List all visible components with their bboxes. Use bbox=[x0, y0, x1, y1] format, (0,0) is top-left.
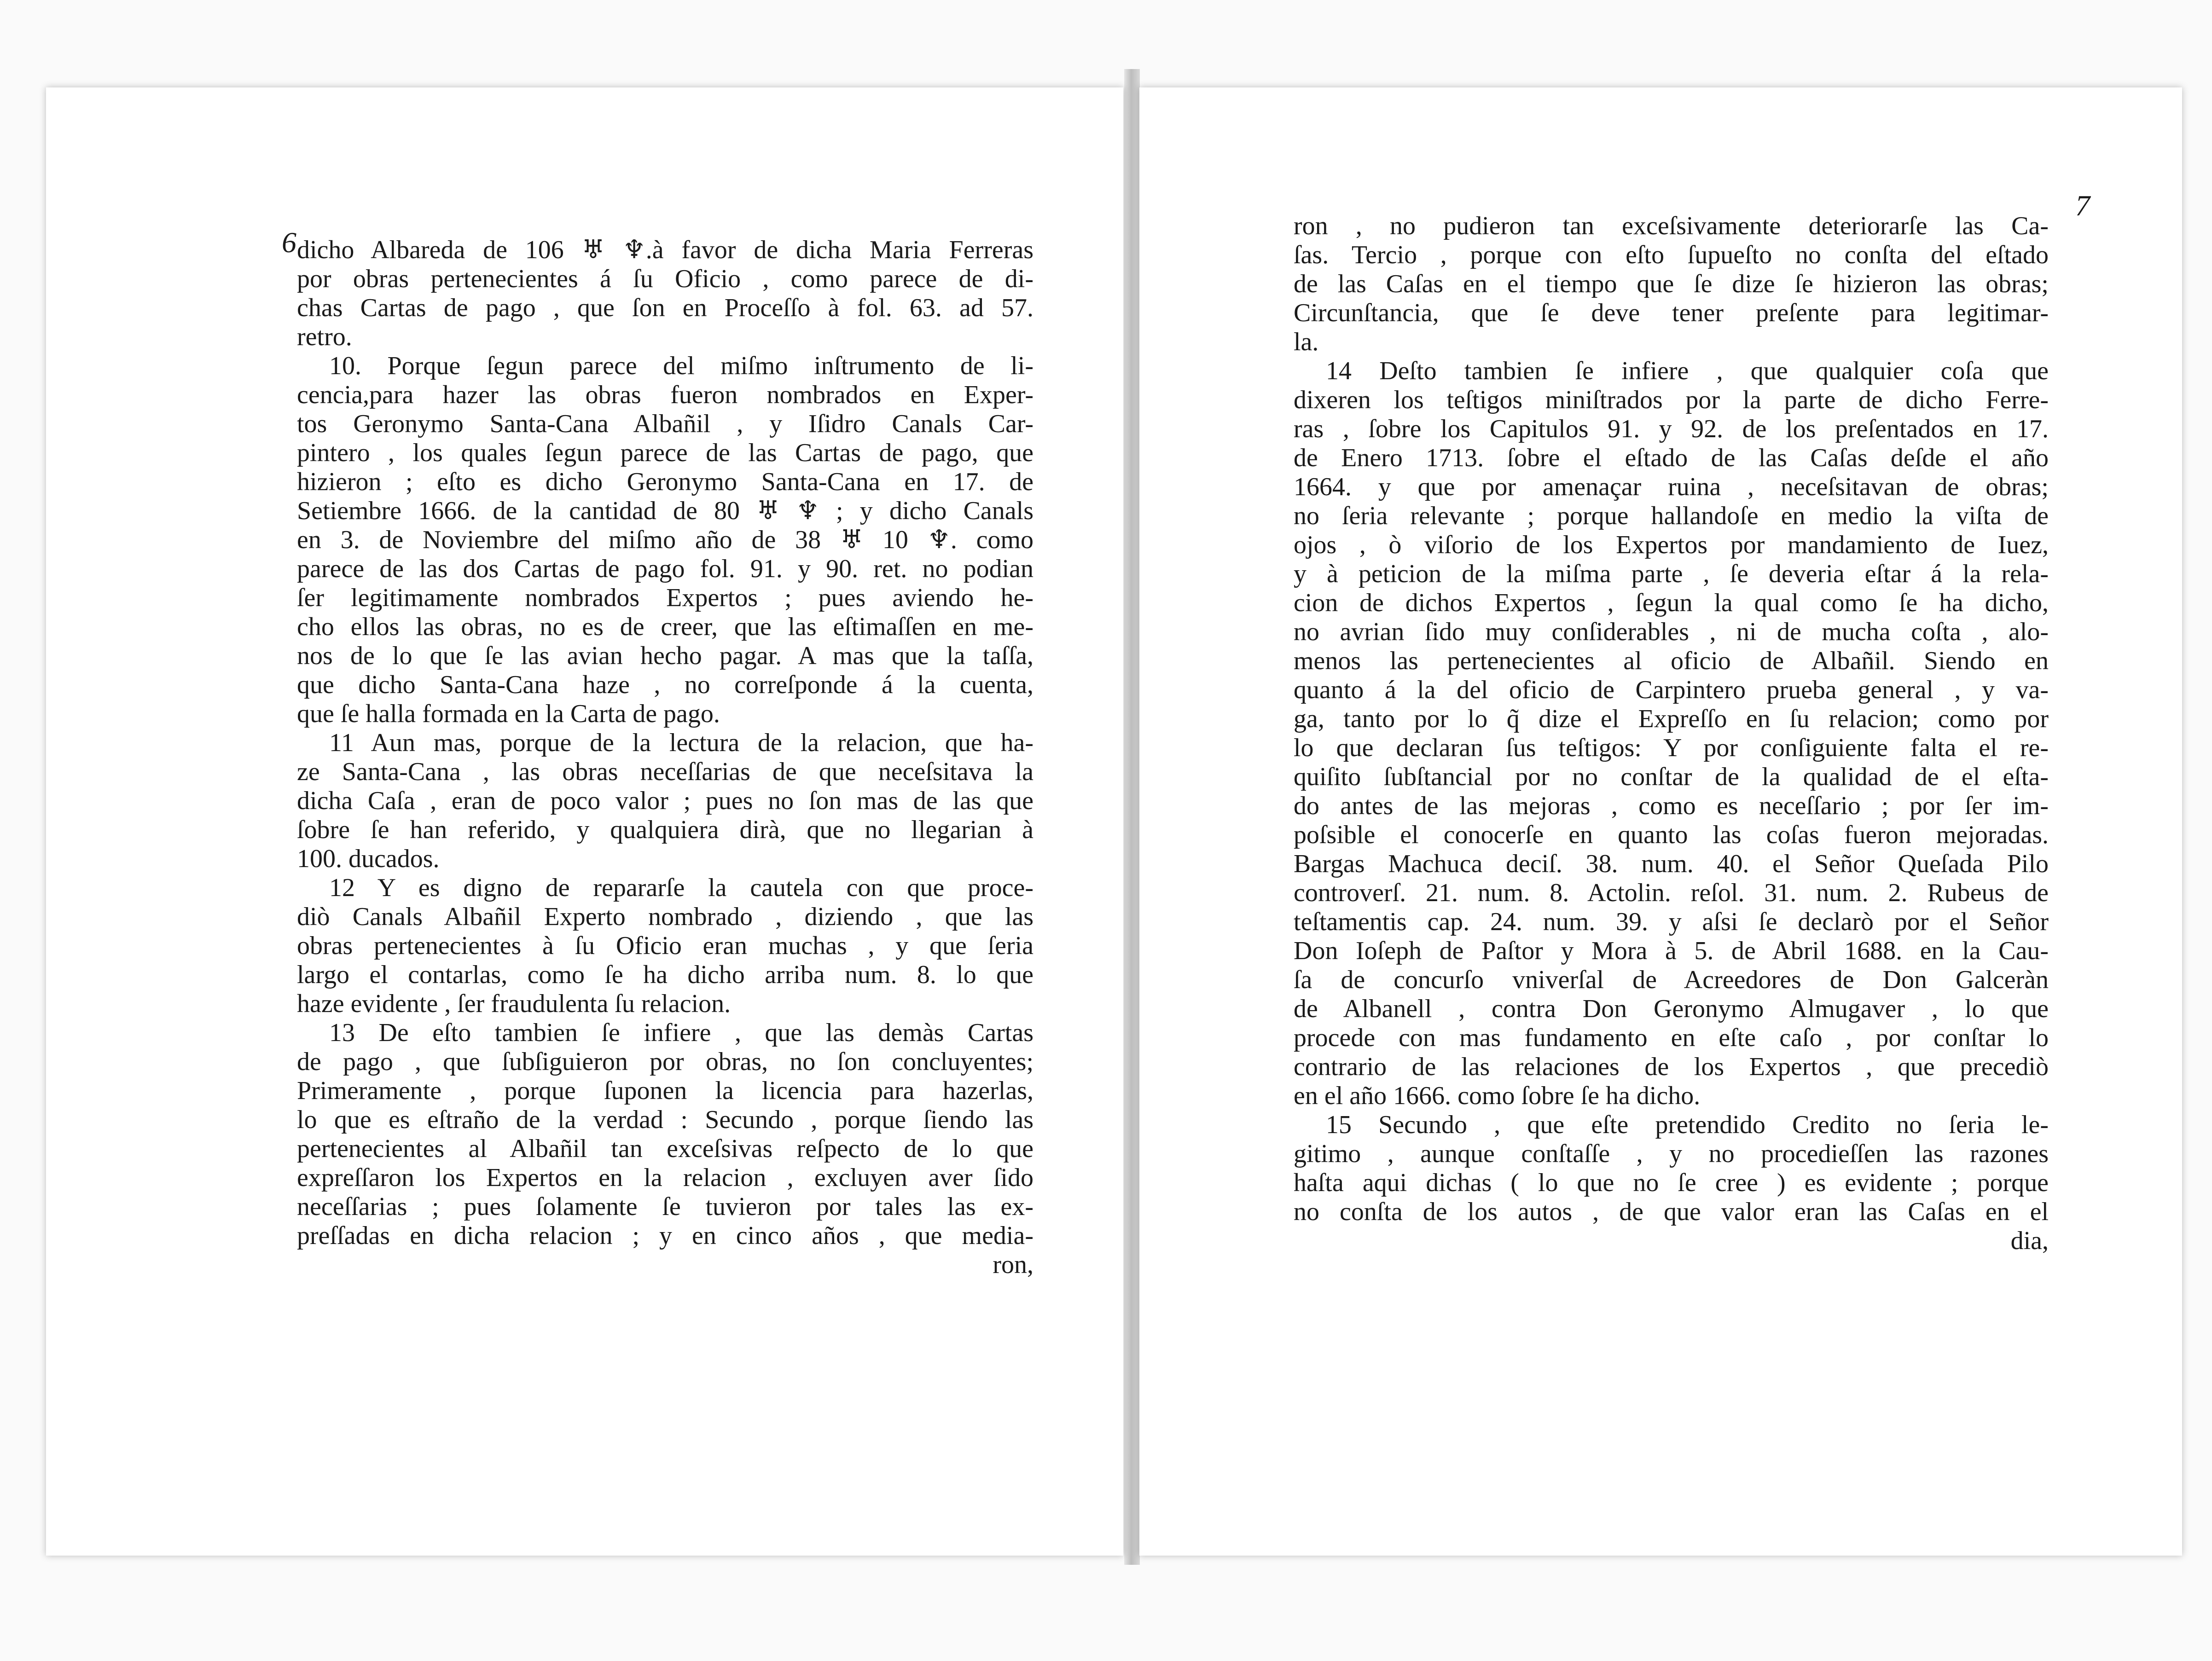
left-page-text bbox=[297, 236, 1033, 1279]
text-line: 12 Y es digno de repararſe la cautela con que proce- bbox=[329, 874, 1033, 902]
left-page bbox=[46, 87, 1123, 1556]
text-line: ga, tanto por lo q̃ dize el Expreſſo en ſu relacion; como por bbox=[1294, 705, 2049, 733]
text-line: 14 Deſto tambien ſe infiere , que qualquier coſa que bbox=[1326, 357, 2049, 385]
text-line: 13 De eſto tambien ſe infiere , que las demàs Cartas bbox=[329, 1019, 1033, 1047]
text-line: la. bbox=[1294, 328, 1319, 356]
text-line: ſobre ſe han referido, y qualquiera dirà, que no llegarian à bbox=[297, 816, 1033, 844]
text-line: Circunſtancia, que ſe deve tener preſente para legitimar- bbox=[1294, 299, 2049, 327]
text-line: contrario de las relaciones de los Expertos , que precediò bbox=[1294, 1053, 2049, 1081]
text-line: no ſeria relevante ; porque hallandoſe en medio la viſta de bbox=[1294, 502, 2049, 530]
text-line: 11 Aun mas, porque de la lectura de la relacion, que ha- bbox=[329, 729, 1033, 757]
text-line: haze evidente , ſer fraudulenta ſu relacion. bbox=[297, 990, 731, 1018]
text-line: pintero , los quales ſegun parece de las Cartas de pago, que bbox=[297, 439, 1033, 467]
text-line: dia, bbox=[2010, 1227, 2049, 1255]
text-line: ras , ſobre los Capitulos 91. y 92. de los preſentados en 17. bbox=[1294, 415, 2049, 443]
text-line: parece de las dos Cartas de pago fol. 91. y 90. ret. no podian bbox=[297, 555, 1033, 583]
text-line: 15 Secundo , que eſte pretendido Credito no ſeria le- bbox=[1326, 1111, 2049, 1139]
text-line: de pago , que ſubſiguieron por obras, no ſon concluyentes; bbox=[297, 1048, 1033, 1076]
text-line: Bargas Machuca deciſ. 38. num. 40. el Señor Queſada Pilo bbox=[1294, 850, 2049, 878]
text-line: teſtamentis cap. 24. num. 39. y aſsi ſe declarò por el Señor bbox=[1294, 908, 2049, 936]
text-line: procede con mas fundamento en eſte caſo , por conſtar lo bbox=[1294, 1024, 2049, 1052]
left-page-number: 6 bbox=[282, 226, 296, 259]
text-line: expreſſaron los Expertos en la relacion , excluyen aver ſido bbox=[297, 1163, 1033, 1192]
text-line: gitimo , aunque conſtaſſe , y no procedieſſen las razones bbox=[1294, 1140, 2049, 1168]
text-line: preſſadas en dicha relacion ; y en cinco años , que media- bbox=[297, 1221, 1033, 1250]
text-line: ſas. Tercio , porque con eſto ſupueſto no conſta del eſtado bbox=[1294, 241, 2049, 269]
text-line: hizieron ; eſto es dicho Geronymo Santa-Cana en 17. de bbox=[297, 468, 1033, 496]
text-line: ſer legitimamente nombrados Expertos ; pues aviendo he- bbox=[297, 584, 1033, 612]
text-line: por obras pertenecientes á ſu Oficio , como parece de di- bbox=[297, 265, 1033, 293]
right-page-text bbox=[1294, 212, 2049, 1256]
text-line: de Enero 1713. ſobre el eſtado de las Caſas deſde el año bbox=[1294, 444, 2049, 472]
text-line: poſsible el conocerſe en quanto las coſas fueron mejoradas. bbox=[1294, 821, 2049, 849]
text-line: largo el contarlas, como ſe ha dicho arriba num. 8. lo que bbox=[297, 961, 1033, 989]
text-line: dicho Albareda de 106 ♅ ♆.à favor de dicha Maria Ferreras bbox=[297, 236, 1033, 264]
text-line: dixeren los teſtigos miniſtrados por la parte de dicho Ferre- bbox=[1294, 386, 2049, 414]
text-line: de las Caſas en el tiempo que ſe dize ſe hizieron las obras; bbox=[1294, 270, 2049, 298]
text-line: en el año 1666. como ſobre ſe ha dicho. bbox=[1294, 1082, 1701, 1110]
text-line: ron, bbox=[993, 1250, 1033, 1279]
text-line: neceſſarias ; pues ſolamente ſe tuvieron por tales las ex- bbox=[297, 1192, 1033, 1221]
text-line: retro. bbox=[297, 323, 352, 351]
text-line: obras pertenecientes à ſu Oficio eran muchas , y que ſeria bbox=[297, 932, 1033, 960]
text-line: pertenecientes al Albañil tan exceſsivas reſpecto de lo que bbox=[297, 1134, 1033, 1163]
text-line: ze Santa-Cana , las obras neceſſarias de que neceſsitava la bbox=[297, 758, 1033, 786]
text-line: lo que es eſtraño de la verdad : Secundo , porque ſiendo las bbox=[297, 1105, 1033, 1134]
right-page-number: 7 bbox=[2075, 189, 2090, 222]
text-line: en 3. de Noviembre del miſmo año de 38 ♅ 10 ♆. como bbox=[297, 526, 1033, 554]
text-line: cion de dichos Expertos , ſegun la qual como ſe ha dicho, bbox=[1294, 589, 2049, 617]
text-line: ſa de concurſo vniverſal de Acreedores de Don Galceràn bbox=[1294, 966, 2049, 994]
text-line: do antes de las mejoras , como es neceſſario ; por ſer im- bbox=[1294, 792, 2049, 820]
text-line: Don Ioſeph de Paſtor y Mora à 5. de Abril 1688. en la Cau- bbox=[1294, 937, 2049, 965]
text-line: no avrian ſido muy conſiderables , ni de mucha coſta , alo- bbox=[1294, 618, 2049, 646]
text-line: no conſta de los autos , de que valor eran las Caſas en el bbox=[1294, 1198, 2049, 1226]
text-line: menos las pertenecientes al oficio de Albañil. Siendo en bbox=[1294, 647, 2049, 675]
text-line: quiſito ſubſtancial por no conſtar de la qualidad de el eſta- bbox=[1294, 763, 2049, 791]
text-line: Primeramente , porque ſuponen la licencia para hazerlas, bbox=[297, 1076, 1033, 1105]
text-line: 1664. y que por amenaçar ruina , neceſsitavan de obras; bbox=[1294, 473, 2049, 501]
text-line: dicha Caſa , eran de poco valor ; pues no ſon mas de las que bbox=[297, 787, 1033, 815]
text-line: diò Canals Albañil Experto nombrado , diziendo , que las bbox=[297, 903, 1033, 931]
text-line: ron , no pudieron tan exceſsivamente deteriorarſe las Ca- bbox=[1294, 212, 2049, 240]
text-line: cencia,para hazer las obras fueron nombrados en Exper- bbox=[297, 381, 1033, 409]
text-line: chas Cartas de pago , que ſon en Proceſſo à fol. 63. ad 57. bbox=[297, 294, 1033, 322]
text-line: nos de lo que ſe las avian hecho pagar. A mas que la taſſa, bbox=[297, 642, 1033, 670]
text-line: Setiembre 1666. de la cantidad de 80 ♅ ♆ ; y dicho Canals bbox=[297, 497, 1033, 525]
text-line: quanto á la del oficio de Carpintero prueba general , y va- bbox=[1294, 676, 2049, 704]
book-gutter bbox=[1124, 69, 1140, 1565]
text-line: controverſ. 21. num. 8. Actolin. reſol. 31. num. 2. Rubeus de bbox=[1294, 879, 2049, 907]
text-line: que dicho Santa-Cana haze , no correſponde á la cuenta, bbox=[297, 671, 1033, 699]
text-line: cho ellos las obras, no es de creer, que las eſtimaſſen en me- bbox=[297, 613, 1033, 641]
text-line: lo que declaran ſus teſtigos: Y por conſiguiente falta el re- bbox=[1294, 734, 2049, 762]
text-line: 100. ducados. bbox=[297, 845, 440, 873]
text-line: que ſe halla formada en la Carta de pago. bbox=[297, 700, 720, 728]
text-line: haſta aqui dichas ( lo que no ſe cree ) es evidente ; porque bbox=[1294, 1169, 2049, 1197]
text-line: y à peticion de la miſma parte , ſe deveria eſtar á la rela- bbox=[1294, 560, 2049, 588]
right-page bbox=[1139, 87, 2182, 1556]
text-line: de Albanell , contra Don Geronymo Almugaver , lo que bbox=[1294, 995, 2049, 1023]
text-line: tos Geronymo Santa-Cana Albañil , y Iſidro Canals Car- bbox=[297, 410, 1033, 438]
text-line: 10. Porque ſegun parece del miſmo inſtrumento de li- bbox=[329, 352, 1033, 380]
text-line: ojos , ò viſorio de los Expertos por mandamiento de Iuez, bbox=[1294, 531, 2049, 559]
